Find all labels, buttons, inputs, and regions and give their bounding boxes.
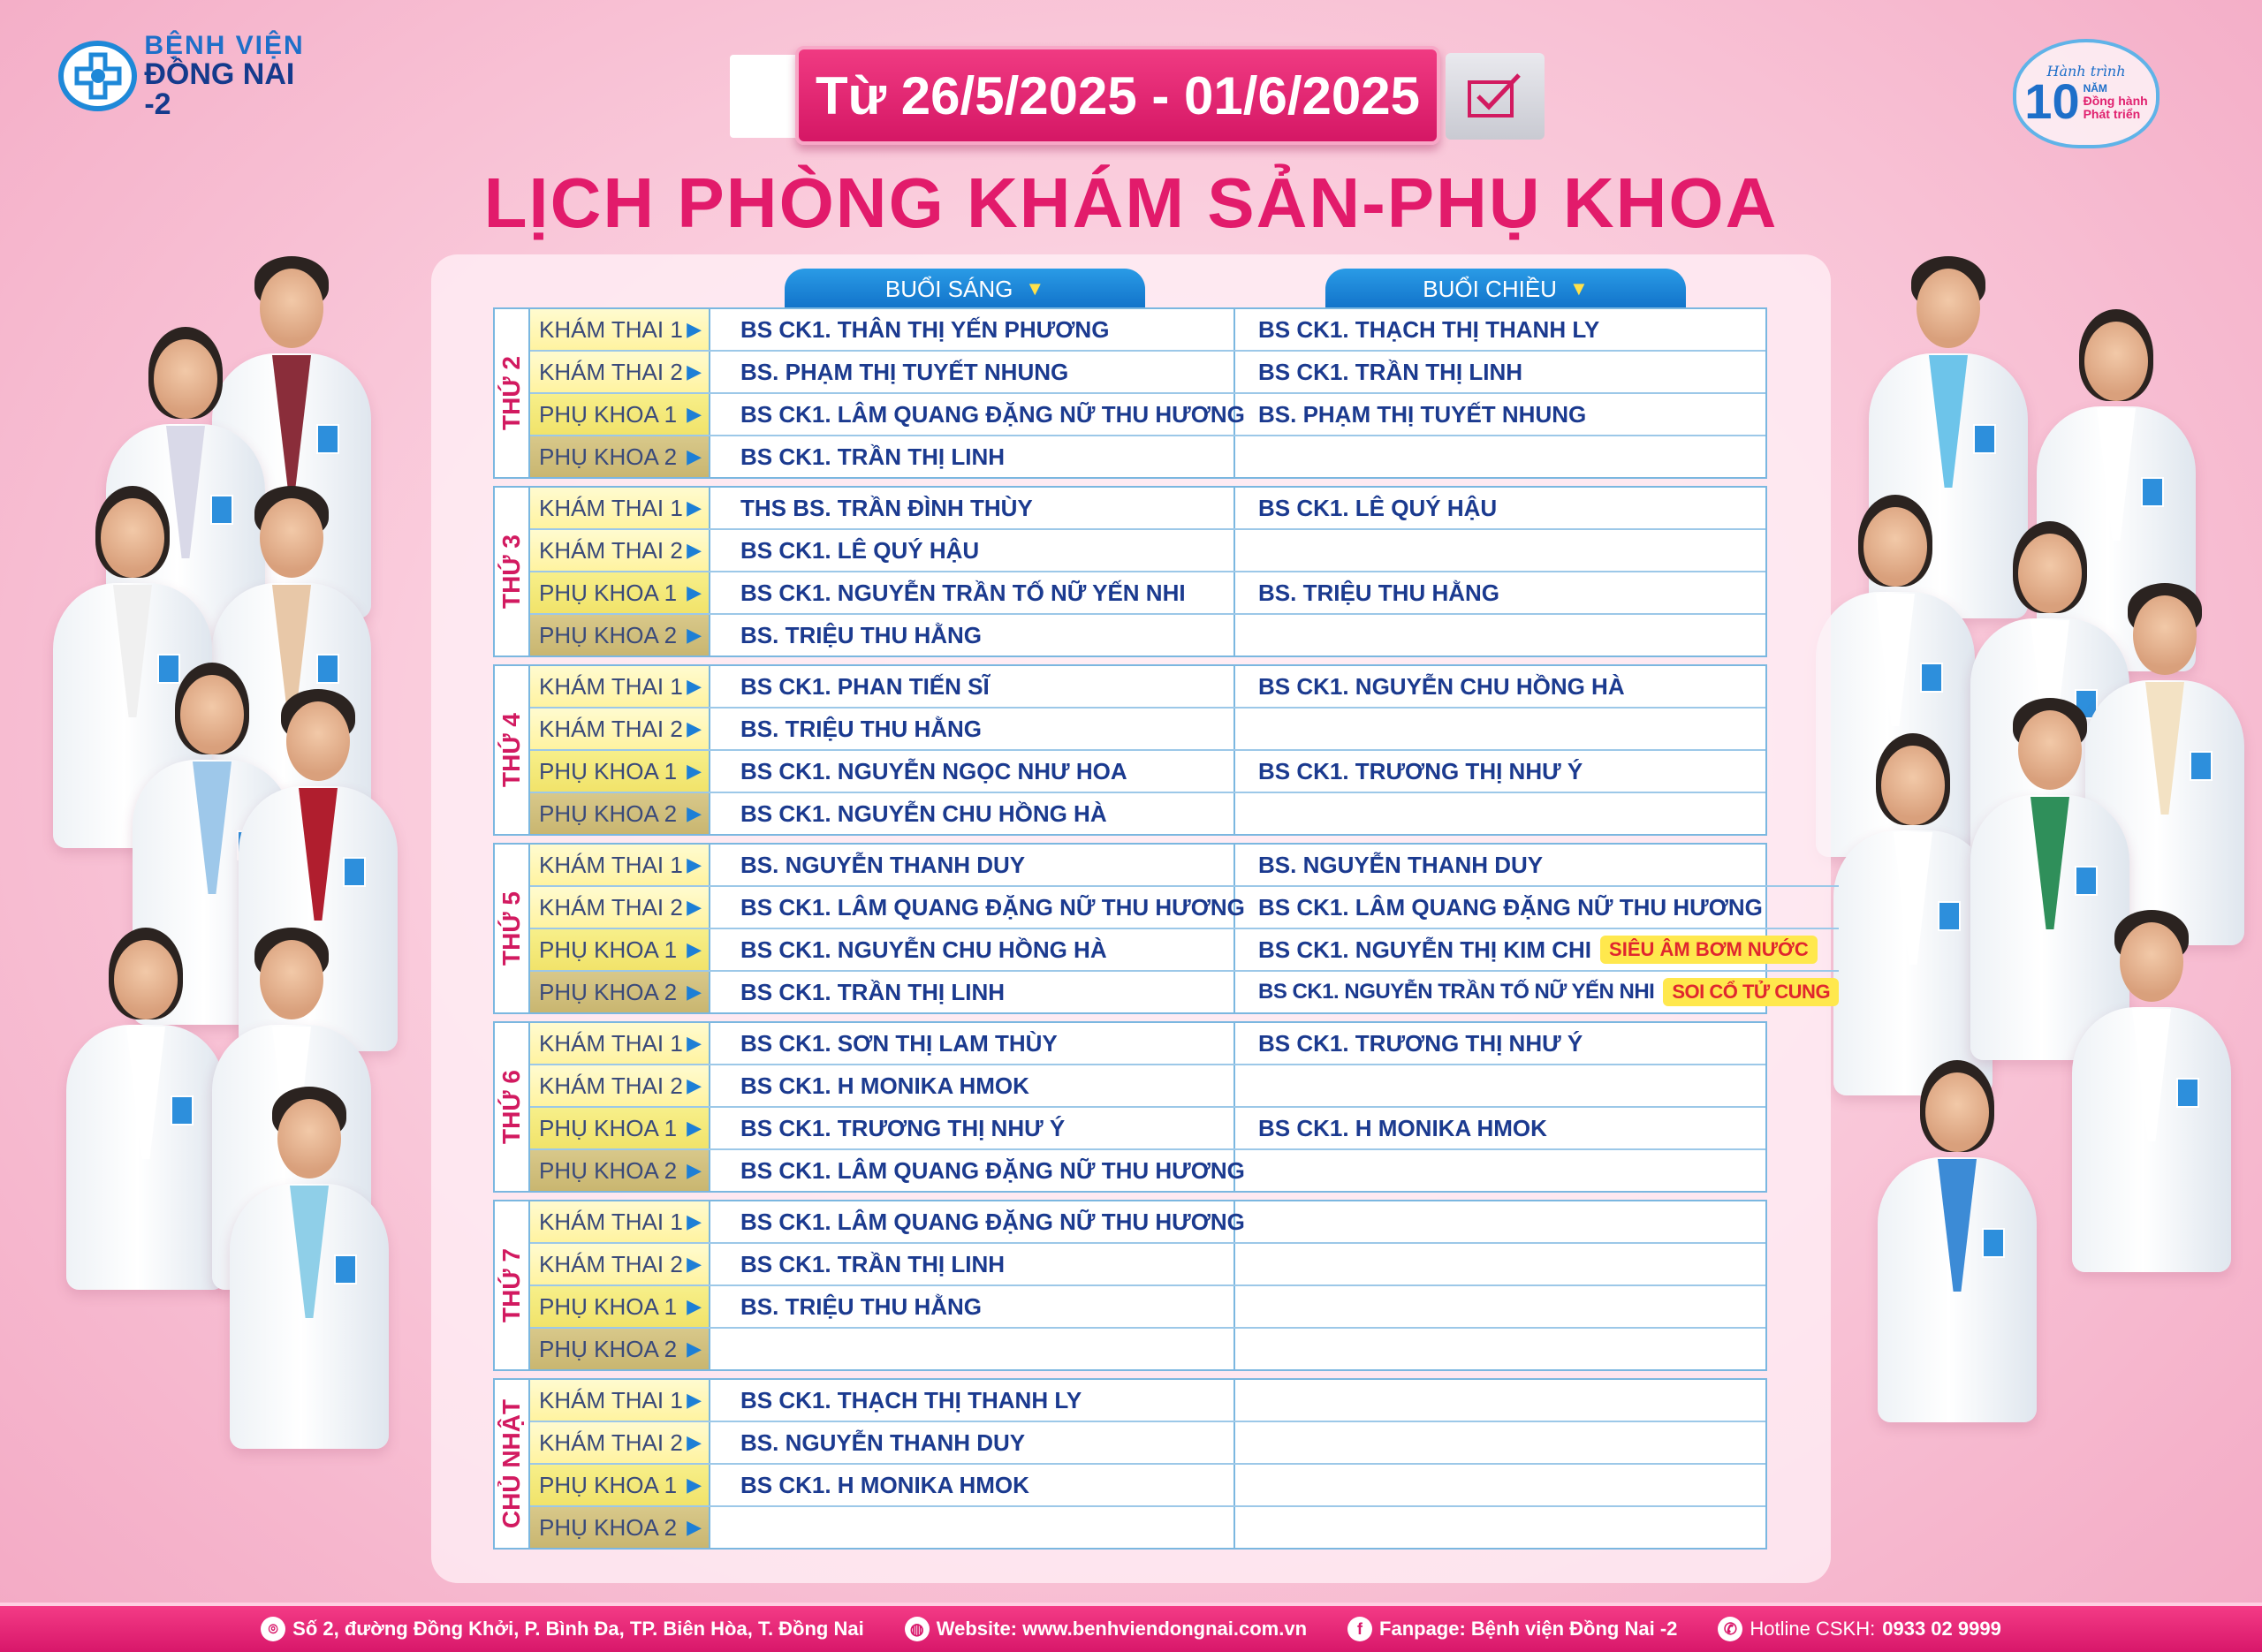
page-title: LỊCH PHÒNG KHÁM SẢN-PHỤ KHOA	[483, 163, 1779, 242]
room-name: PHỤ KHOA 2	[539, 978, 678, 1005]
room-cell	[530, 530, 710, 571]
anniversary-badge	[2013, 39, 2160, 148]
doctor-name: BS CK1. TRƯƠNG THỊ NHƯ Ý	[1258, 757, 1583, 784]
footer-fanpage-text[interactable]: Fanpage: Bệnh viện Đồng Nai -2	[1379, 1618, 1678, 1640]
room-cell	[530, 929, 710, 970]
morning-doctor	[710, 793, 1235, 834]
schedule-row	[530, 352, 1765, 394]
morning-doctor	[710, 887, 1245, 928]
day-label-cell	[495, 1023, 530, 1191]
doctor-name: BS CK1. LÂM QUANG ĐẶNG NỮ THU HƯƠNG	[740, 400, 1245, 428]
logo-line-2: ĐỒNG NAI -2	[144, 57, 295, 121]
phone-icon: ✆	[1718, 1617, 1742, 1641]
room-name: PHỤ KHOA 1	[539, 1471, 678, 1498]
day-block	[493, 843, 1831, 1014]
play-arrow-icon: ▶	[687, 853, 702, 875]
afternoon-doctor	[1235, 666, 1765, 707]
morning-doctor	[710, 845, 1235, 885]
day-label: THỨ 7	[497, 1248, 525, 1322]
afternoon-doctor	[1235, 887, 1839, 928]
doctor-name: BS CK1. THẠCH THỊ THANH LY	[1258, 315, 1600, 343]
play-arrow-icon: ▶	[687, 717, 702, 739]
doctor-name: BS CK1. TRƯƠNG THỊ NHƯ Ý	[1258, 1029, 1583, 1057]
anniversary-tagline-2: Phát triển	[2083, 107, 2141, 122]
schedule-row	[530, 488, 1765, 530]
afternoon-session-label: BUỔI CHIỀU	[1423, 275, 1557, 302]
room-cell	[530, 1023, 710, 1064]
afternoon-doctor	[1235, 793, 1765, 834]
doctor-name: BS CK1. NGUYỄN NGỌC NHƯ HOA	[740, 757, 1127, 784]
afternoon-doctor	[1235, 1329, 1765, 1369]
afternoon-doctor	[1235, 572, 1765, 613]
schedule-row	[530, 572, 1765, 615]
doctor-name: BS CK1. SƠN THỊ LAM THÙY	[740, 1029, 1058, 1057]
day-block	[493, 1200, 1767, 1371]
doctor-name: BS. NGUYỄN THANH DUY	[1258, 851, 1544, 878]
globe-icon: ◍	[905, 1617, 930, 1641]
play-arrow-icon: ▶	[687, 1253, 702, 1275]
room-name: KHÁM THAI 1	[539, 851, 683, 878]
room-name: KHÁM THAI 1	[539, 672, 683, 700]
doctor-figure	[2063, 910, 2240, 1281]
day-block	[493, 1378, 1767, 1550]
room-cell	[530, 1465, 710, 1505]
morning-doctor	[710, 1422, 1235, 1463]
morning-session-tab	[785, 269, 1145, 309]
afternoon-doctor	[1235, 1286, 1765, 1327]
schedule-row	[530, 530, 1765, 572]
schedule-row	[530, 1507, 1765, 1548]
doctor-name: BS. TRIỆU THU HẰNG	[740, 715, 982, 742]
afternoon-doctor	[1235, 488, 1765, 528]
schedule-row	[530, 887, 1839, 929]
play-arrow-icon: ▶	[687, 1117, 702, 1139]
afternoon-doctor	[1235, 709, 1765, 749]
afternoon-doctor	[1235, 1201, 1765, 1242]
doctor-name: BS. NGUYỄN THANH DUY	[740, 851, 1026, 878]
morning-doctor	[710, 1380, 1235, 1421]
morning-doctor	[710, 1108, 1235, 1148]
doctor-name: BS CK1. THÂN THỊ YẾN PHƯƠNG	[740, 315, 1110, 343]
doctor-name: THS BS. TRẦN ĐÌNH THÙY	[740, 494, 1033, 521]
morning-doctor	[710, 1150, 1245, 1191]
doctor-name: BS. NGUYỄN THANH DUY	[740, 1428, 1026, 1456]
footer-hotline-number[interactable]: 0933 02 9999	[1882, 1618, 2001, 1640]
room-name: PHỤ KHOA 1	[539, 936, 678, 963]
room-name: PHỤ KHOA 1	[539, 579, 678, 606]
room-cell	[530, 488, 710, 528]
afternoon-doctor	[1235, 845, 1839, 885]
play-arrow-icon: ▶	[687, 1210, 702, 1232]
room-name: PHỤ KHOA 2	[539, 621, 678, 648]
triangle-down-icon: ▼	[1568, 277, 1589, 299]
afternoon-doctor	[1235, 530, 1765, 571]
footer-bar	[0, 1603, 2262, 1652]
logo-line-1: BỆNH VIỆN	[144, 31, 305, 60]
play-arrow-icon: ▶	[687, 675, 702, 697]
room-name: KHÁM THAI 1	[539, 315, 683, 343]
doctor-name: BS CK1. LÂM QUANG ĐẶNG NỮ THU HƯƠNG	[740, 1156, 1245, 1184]
morning-doctor	[710, 1507, 1235, 1548]
doctor-name: BS CK1. THẠCH THỊ THANH LY	[740, 1386, 1082, 1413]
anniversary-tagline-1: Đồng hành	[2083, 93, 2148, 108]
schedule-row	[530, 615, 1765, 655]
day-label-cell	[495, 1201, 530, 1369]
footer-hotline[interactable]	[1718, 1617, 2000, 1641]
day-block	[493, 1021, 1767, 1193]
room-name: PHỤ KHOA 2	[539, 1513, 678, 1541]
morning-doctor	[710, 572, 1235, 613]
room-cell	[530, 887, 710, 928]
room-cell	[530, 1201, 710, 1242]
afternoon-doctor	[1235, 615, 1765, 655]
afternoon-doctor	[1235, 394, 1765, 435]
room-cell	[530, 845, 710, 885]
afternoon-doctor	[1235, 436, 1765, 477]
room-name: PHỤ KHOA 2	[539, 443, 678, 470]
play-arrow-icon: ▶	[687, 1159, 702, 1181]
doctor-name: BS CK1. LÂM QUANG ĐẶNG NỮ THU HƯƠNG	[1258, 893, 1763, 921]
doctor-figure	[221, 1087, 398, 1458]
play-arrow-icon: ▶	[687, 624, 702, 646]
doctor-name: BS CK1. LÂM QUANG ĐẶNG NỮ THU HƯƠNG	[740, 893, 1245, 921]
room-cell	[530, 1108, 710, 1148]
room-name: KHÁM THAI 1	[539, 1029, 683, 1057]
room-name: KHÁM THAI 2	[539, 536, 683, 564]
play-arrow-icon: ▶	[687, 318, 702, 340]
afternoon-doctor	[1235, 1108, 1765, 1148]
schedule-row	[530, 1244, 1765, 1286]
play-arrow-icon: ▶	[687, 802, 702, 824]
morning-doctor	[710, 972, 1235, 1012]
doctor-name: BS CK1. TRẦN THỊ LINH	[740, 978, 1005, 1005]
morning-doctor	[710, 1286, 1235, 1327]
morning-doctor	[710, 488, 1235, 528]
morning-doctor	[710, 1244, 1235, 1284]
afternoon-doctor	[1235, 1244, 1765, 1284]
service-badge: SIÊU ÂM BƠM NƯỚC	[1600, 936, 1818, 964]
morning-doctor	[710, 394, 1245, 435]
day-label-cell	[495, 845, 530, 1012]
afternoon-doctor	[1235, 1150, 1765, 1191]
afternoon-doctor	[1235, 1023, 1765, 1064]
room-cell	[530, 1380, 710, 1421]
schedule-row	[530, 1286, 1765, 1329]
room-name: KHÁM THAI 1	[539, 1386, 683, 1413]
play-arrow-icon: ▶	[687, 403, 702, 425]
room-name: KHÁM THAI 2	[539, 1250, 683, 1277]
schedule-row	[530, 394, 1765, 436]
room-cell	[530, 972, 710, 1012]
morning-doctor	[710, 436, 1235, 477]
room-cell	[530, 352, 710, 392]
afternoon-doctor	[1235, 1507, 1765, 1548]
doctor-name: BS. TRIỆU THU HẰNG	[740, 1292, 982, 1320]
doctor-name: BS CK1. NGUYỄN CHU HỒNG HÀ	[740, 936, 1107, 963]
afternoon-doctor	[1235, 1380, 1765, 1421]
day-label-cell	[495, 309, 530, 477]
doctor-name: BS. TRIỆU THU HẰNG	[1258, 579, 1499, 606]
doctor-name: BS CK1. H MONIKA HMOK	[1258, 1114, 1547, 1141]
play-arrow-icon: ▶	[687, 496, 702, 519]
morning-doctor	[710, 1023, 1235, 1064]
morning-doctor	[710, 1201, 1245, 1242]
schedule-row	[530, 1380, 1765, 1422]
morning-doctor	[710, 615, 1235, 655]
schedule-row	[530, 1201, 1765, 1244]
schedule-row	[530, 845, 1839, 887]
room-cell	[530, 1150, 710, 1191]
day-label: THỨ 4	[497, 713, 525, 787]
room-cell	[530, 1329, 710, 1369]
room-cell	[530, 793, 710, 834]
doctor-name: BS CK1. TRƯƠNG THỊ NHƯ Ý	[740, 1114, 1066, 1141]
day-label: THỨ 3	[497, 534, 525, 609]
morning-doctor	[710, 530, 1235, 571]
room-name: PHỤ KHOA 1	[539, 1292, 678, 1320]
morning-doctor	[710, 929, 1235, 970]
schedule-row	[530, 751, 1765, 793]
play-arrow-icon: ▶	[687, 1032, 702, 1054]
morning-doctor	[710, 666, 1235, 707]
room-name: KHÁM THAI 2	[539, 893, 683, 921]
schedule-row	[530, 1023, 1765, 1065]
doctor-name: BS CK1. NGUYỄN TRẦN TỐ NỮ YẾN NHI	[740, 579, 1186, 606]
room-name: PHỤ KHOA 2	[539, 799, 678, 827]
doctor-name: BS CK1. TRẦN THỊ LINH	[740, 443, 1005, 470]
day-block	[493, 664, 1767, 836]
room-cell	[530, 615, 710, 655]
schedule-row	[530, 1422, 1765, 1465]
afternoon-session-tab	[1325, 269, 1686, 309]
room-name: KHÁM THAI 2	[539, 358, 683, 385]
doctor-name: BS CK1. TRẦN THỊ LINH	[740, 1250, 1005, 1277]
morning-doctor	[710, 1465, 1235, 1505]
doctor-name: BS CK1. TRẦN THỊ LINH	[1258, 358, 1522, 385]
footer-address	[261, 1617, 864, 1641]
room-name: PHỤ KHOA 2	[539, 1335, 678, 1362]
room-name: KHÁM THAI 2	[539, 715, 683, 742]
schedule-row	[530, 709, 1765, 751]
morning-doctor	[710, 709, 1235, 749]
schedule-row	[530, 1065, 1765, 1108]
play-arrow-icon: ▶	[687, 981, 702, 1003]
afternoon-doctor	[1235, 1422, 1765, 1463]
room-cell	[530, 309, 710, 350]
room-name: KHÁM THAI 2	[539, 1428, 683, 1456]
doctor-figure	[1869, 1060, 2046, 1431]
room-name: PHỤ KHOA 2	[539, 1156, 678, 1184]
room-name: PHỤ KHOA 1	[539, 400, 678, 428]
doctor-name: BS. PHẠM THỊ TUYẾT NHUNG	[740, 358, 1069, 385]
morning-doctor	[710, 751, 1235, 792]
doctor-name: BS CK1. NGUYỄN THỊ KIM CHI	[1258, 936, 1592, 963]
play-arrow-icon: ▶	[687, 1074, 702, 1096]
play-arrow-icon: ▶	[687, 1338, 702, 1360]
service-badge: SOI CỔ TỬ CUNG	[1663, 978, 1839, 1006]
room-name: PHỤ KHOA 1	[539, 757, 678, 784]
morning-doctor	[710, 1329, 1235, 1369]
morning-doctor	[710, 352, 1235, 392]
afternoon-doctor	[1235, 1465, 1765, 1505]
day-label-cell	[495, 666, 530, 834]
doctor-name: BS. TRIỆU THU HẰNG	[740, 621, 982, 648]
day-label: THỨ 6	[497, 1070, 525, 1144]
afternoon-doctor	[1235, 751, 1765, 792]
day-label-cell	[495, 488, 530, 655]
doctor-name: BS CK1. NGUYỄN TRẦN TỐ NỮ YẾN NHI	[1258, 980, 1655, 1004]
room-cell	[530, 709, 710, 749]
room-name: KHÁM THAI 2	[539, 1072, 683, 1099]
schedule-row	[530, 793, 1765, 834]
morning-doctor	[710, 309, 1235, 350]
date-range-banner	[795, 46, 1440, 145]
location-pin-icon: ⌾	[261, 1617, 285, 1641]
doctor-name: BS CK1. LÂM QUANG ĐẶNG NỮ THU HƯƠNG	[740, 1208, 1245, 1235]
afternoon-doctor	[1235, 352, 1765, 392]
footer-fanpage[interactable]	[1347, 1617, 1677, 1641]
afternoon-doctor	[1235, 1065, 1765, 1106]
day-label: THỨ 2	[497, 356, 525, 430]
schedule-row	[530, 929, 1839, 972]
doctor-name: BS. PHẠM THỊ TUYẾT NHUNG	[1258, 400, 1587, 428]
morning-session-label: BUỔI SÁNG	[884, 275, 1013, 302]
schedule-row	[530, 309, 1765, 352]
play-arrow-icon: ▶	[687, 1389, 702, 1411]
footer-hotline-label: Hotline CSKH:	[1750, 1618, 1876, 1640]
room-name: PHỤ KHOA 1	[539, 1114, 678, 1141]
facebook-icon: f	[1347, 1617, 1372, 1641]
schedule-row	[530, 666, 1765, 709]
anniversary-number: 10	[2024, 73, 2080, 130]
room-cell	[530, 1507, 710, 1548]
anniversary-unit: NĂM	[2083, 81, 2107, 95]
play-arrow-icon: ▶	[687, 1516, 702, 1538]
footer-website[interactable]	[905, 1617, 1307, 1641]
morning-doctor	[710, 1065, 1235, 1106]
schedule-row	[530, 972, 1839, 1012]
doctor-name: BS CK1. LÊ QUÝ HẬU	[740, 536, 980, 564]
day-label: THỨ 5	[497, 891, 525, 966]
play-arrow-icon: ▶	[687, 539, 702, 561]
triangle-down-icon: ▼	[1025, 277, 1045, 299]
hospital-logo	[58, 31, 323, 121]
schedule-row	[530, 1465, 1765, 1507]
room-cell	[530, 751, 710, 792]
schedule-row	[530, 1108, 1765, 1150]
afternoon-doctor	[1235, 972, 1839, 1012]
schedule-row	[530, 1150, 1765, 1191]
play-arrow-icon: ▶	[687, 938, 702, 960]
room-cell	[530, 1065, 710, 1106]
afternoon-doctor	[1235, 309, 1765, 350]
room-cell	[530, 572, 710, 613]
room-cell	[530, 394, 710, 435]
day-block	[493, 307, 1767, 479]
day-label-cell	[495, 1380, 530, 1548]
play-arrow-icon: ▶	[687, 1431, 702, 1453]
room-name: KHÁM THAI 1	[539, 1208, 683, 1235]
schedule-row	[530, 1329, 1765, 1369]
doctor-name: BS CK1. H MONIKA HMOK	[740, 1072, 1029, 1099]
room-cell	[530, 1422, 710, 1463]
play-arrow-icon: ▶	[687, 1295, 702, 1317]
play-arrow-icon: ▶	[687, 581, 702, 603]
play-arrow-icon: ▶	[687, 896, 702, 918]
room-name: KHÁM THAI 1	[539, 494, 683, 521]
doctor-name: BS CK1. NGUYỄN CHU HỒNG HÀ	[1258, 672, 1625, 700]
footer-address-text: Số 2, đường Đồng Khởi, P. Bình Đa, TP. Biên Hòa, T. Đồng Nai	[292, 1618, 864, 1640]
room-cell	[530, 1286, 710, 1327]
play-arrow-icon: ▶	[687, 1474, 702, 1496]
day-label: CHỦ NHẬT	[497, 1398, 525, 1529]
play-arrow-icon: ▶	[687, 360, 702, 383]
room-cell	[530, 666, 710, 707]
afternoon-doctor	[1235, 929, 1839, 970]
play-arrow-icon: ▶	[687, 760, 702, 782]
day-block	[493, 486, 1767, 657]
doctor-name: BS CK1. NGUYỄN CHU HỒNG HÀ	[740, 799, 1107, 827]
doctor-name: BS CK1. PHAN TIẾN SĨ	[740, 672, 990, 700]
doctor-name: BS CK1. LÊ QUÝ HẬU	[1258, 494, 1498, 521]
date-range: Từ 26/5/2025 - 01/6/2025	[816, 65, 1420, 125]
calendar-check-icon	[1446, 53, 1545, 140]
doctor-name: BS CK1. H MONIKA HMOK	[740, 1471, 1029, 1498]
room-cell	[530, 1244, 710, 1284]
play-arrow-icon: ▶	[687, 445, 702, 467]
anniversary-script: Hành trình	[2046, 63, 2126, 80]
schedule-row	[530, 436, 1765, 477]
hospital-cross-icon	[58, 41, 137, 111]
footer-website-text[interactable]: Website: www.benhviendongnai.com.vn	[936, 1618, 1308, 1640]
room-cell	[530, 436, 710, 477]
